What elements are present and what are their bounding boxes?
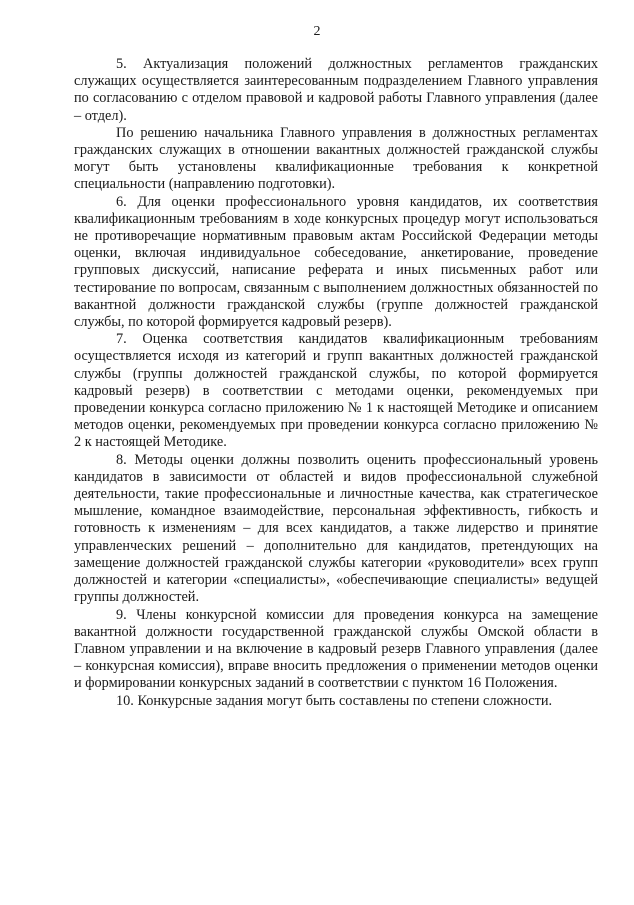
page-number: 2	[313, 24, 321, 39]
document-body	[74, 56, 598, 710]
paragraph-6: 6. Для оценки профессионального уровня кандидатов, их соответствия квалификационным требованиям в ходе конкурсных процедур могут использоваться не противоречащие нормативным правовым актам Российской Федерации методы оценки, включая индивидуальное собеседование, анкетирование, проведение групповых дискуссий, написание реферата и иных письменных работ или тестирование по вопросам, связанным с выполнением должностных обязанностей по вакантной должности гражданской службы (группе должностей гражданской службы, по которой формируется кадровый резерв).	[74, 193, 598, 331]
paragraph-8: 8. Методы оценки должны позволить оценить профессиональный уровень кандидатов в зависимости от областей и видов профессиональной служебной деятельности, такие профессиональные и личностные качества, как стратегическое мышление, командное взаимодействие, персональная эффективность, гибкость и готовность к изменениям – для всех кандидатов, а также лидерство и принятие управленческих решений – дополнительно для кандидатов, претендующих на замещение должностей гражданской службы категории «руководители» всех групп должностей и категории «специалисты», «обеспечивающие специалисты» ведущей группы должностей.	[74, 451, 598, 606]
paragraph-5-continuation: По решению начальника Главного управления в должностных регламентах гражданских служащих в отношении вакантных должностей гражданской службы могут быть установлены квалификационные требования к конкретной специальности (направлению подготовки).	[74, 124, 598, 193]
paragraph-9: 9. Члены конкурсной комиссии для проведения конкурса на замещение вакантной должности государственной гражданской службы Омской области в Главном управлении и на включение в кадровый резерв Главного управления (далее – конкурсная комиссия), вправе вносить предложения о применении методов оценки и формировании конкурсных заданий в соответствии с пунктом 16 Положения.	[74, 606, 598, 692]
paragraph-7: 7. Оценка соответствия кандидатов квалификационным требованиям осуществляется исходя из категорий и групп вакантных должностей гражданской службы (группы должностей гражданской службы, по которой формируется кадровый резерв) в соответствии с методами оценки, рекомендуемых при проведении конкурса согласно приложению № 1 к настоящей Методике и описанием методов оценки, рекомендуемых при проведении конкурса согласно приложению № 2 к настоящей Методике.	[74, 331, 598, 451]
paragraph-10: 10. Конкурсные задания могут быть составлены по степени сложности.	[116, 692, 553, 709]
paragraph-5: 5. Актуализация положений должностных регламентов гражданских служащих осуществляется заинтересованным подразделением Главного управления по согласованию с отделом правовой и кадровой работы Главного управления (далее – отдел).	[74, 56, 598, 124]
